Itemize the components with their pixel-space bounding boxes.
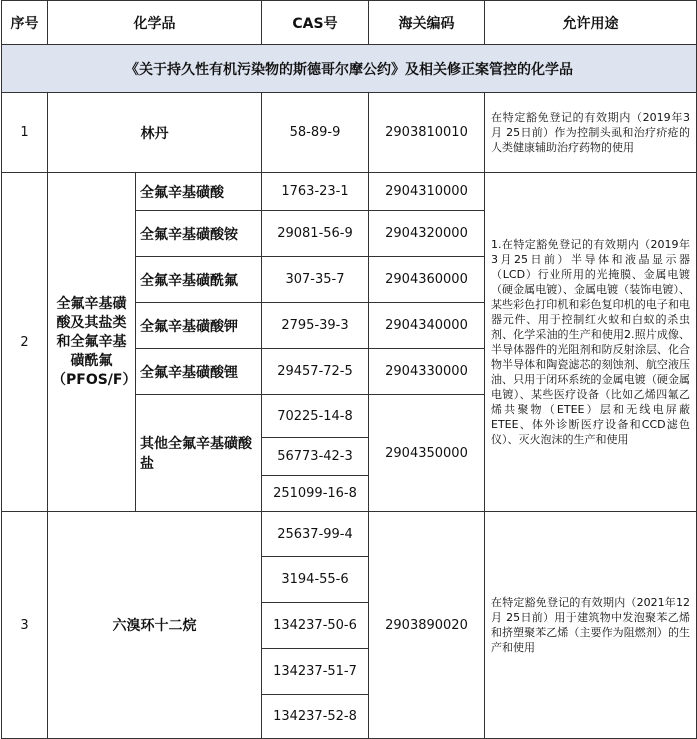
chemical-name: 其他全氟辛基磺酸盐	[136, 395, 262, 512]
chemical-name: 全氟辛基磺酸铵	[136, 211, 262, 257]
cas-number: 58-89-9	[262, 93, 369, 173]
header-cas: CAS号	[262, 1, 369, 45]
header-hs-code: 海关编码	[369, 1, 485, 45]
chemical-group-name: 全氟辛基磺酸及其盐类和全氟辛基磺酰氟（PFOS/F）	[48, 173, 136, 512]
cas-number: 29457-72-5	[262, 349, 369, 395]
hs-code: 2903890020	[369, 512, 485, 739]
row-number: 1	[2, 93, 48, 173]
header-row	[2, 1, 697, 45]
hs-code: 2903810010	[369, 93, 485, 173]
cas-number: 70225-14-8	[262, 395, 369, 438]
table-row	[2, 173, 697, 211]
cas-number: 3194-55-6	[262, 557, 369, 603]
cas-number: 134237-50-6	[262, 603, 369, 649]
header-permitted-use: 允许用途	[485, 1, 697, 45]
cas-number: 1763-23-1	[262, 173, 369, 211]
header-chemical: 化学品	[48, 1, 262, 45]
chemical-name: 全氟辛基磺酸锂	[136, 349, 262, 395]
chemicals-table	[1, 0, 697, 739]
cas-number: 25637-99-4	[262, 512, 369, 557]
permitted-use: 在特定豁免登记的有效期内（2019年3月 25日前）作为控制头虱和治疗疥疮的人类健康辅助治疗药物的使用	[485, 93, 697, 173]
hs-code: 2904330000	[369, 349, 485, 395]
hs-code: 2904340000	[369, 303, 485, 349]
chemical-name: 全氟辛基磺酸	[136, 173, 262, 211]
cas-number: 56773-42-3	[262, 438, 369, 476]
hs-code: 2904310000	[369, 173, 485, 211]
cas-number: 134237-51-7	[262, 649, 369, 695]
row-number: 2	[2, 173, 48, 512]
table-row	[2, 512, 697, 557]
hs-code: 2904350000	[369, 395, 485, 512]
hs-code: 2904360000	[369, 257, 485, 303]
section-title: 《关于持久性有机污染物的斯德哥尔摩公约》及相关修正案管控的化学品	[2, 45, 697, 93]
chemical-name: 六溴环十二烷	[48, 512, 262, 739]
cas-number: 29081-56-9	[262, 211, 369, 257]
chemical-name: 林丹	[48, 93, 262, 173]
header-no: 序号	[2, 1, 48, 45]
cas-number: 2795-39-3	[262, 303, 369, 349]
chemical-name: 全氟辛基磺酸钾	[136, 303, 262, 349]
cas-number: 134237-52-8	[262, 695, 369, 739]
section-row	[2, 45, 697, 93]
cas-number: 307-35-7	[262, 257, 369, 303]
permitted-use: 1.在特定豁免登记的有效期内（2019年3月25日前）半导体和液晶显示器（LCD）行业所用的光掩膜、金属电镀（硬金属电镀）、金属电镀（装饰电镀）、某些彩色打印机和彩色复印机的电子和电器元件、用于控制红火蚁和白蚁的杀虫剂、化学采油的生产和使用2.照片成像、半导体器件的光阻剂和防反射涂层、化合物半导体和陶瓷滤芯的刻蚀剂、航空液压油、只用于闭环系统的金属电镀（硬金属电镀）、某些医疗设备（比如乙烯四氟乙烯共聚物（ETEE）层和无线电屏蔽ETEE、体外诊断医疗设备和CCD滤色仪）、灭火泡沫的生产和使用	[485, 173, 697, 512]
chemical-name: 全氟辛基磺酰氟	[136, 257, 262, 303]
table-row	[2, 93, 697, 173]
cas-number: 251099-16-8	[262, 476, 369, 512]
permitted-use: 在特定豁免登记的有效期内（2021年12月 25日前）用于建筑物中发泡聚苯乙烯和挤塑聚苯乙烯（主要作为阻燃剂）的生产和使用	[485, 512, 697, 739]
row-number: 3	[2, 512, 48, 739]
hs-code: 2904320000	[369, 211, 485, 257]
